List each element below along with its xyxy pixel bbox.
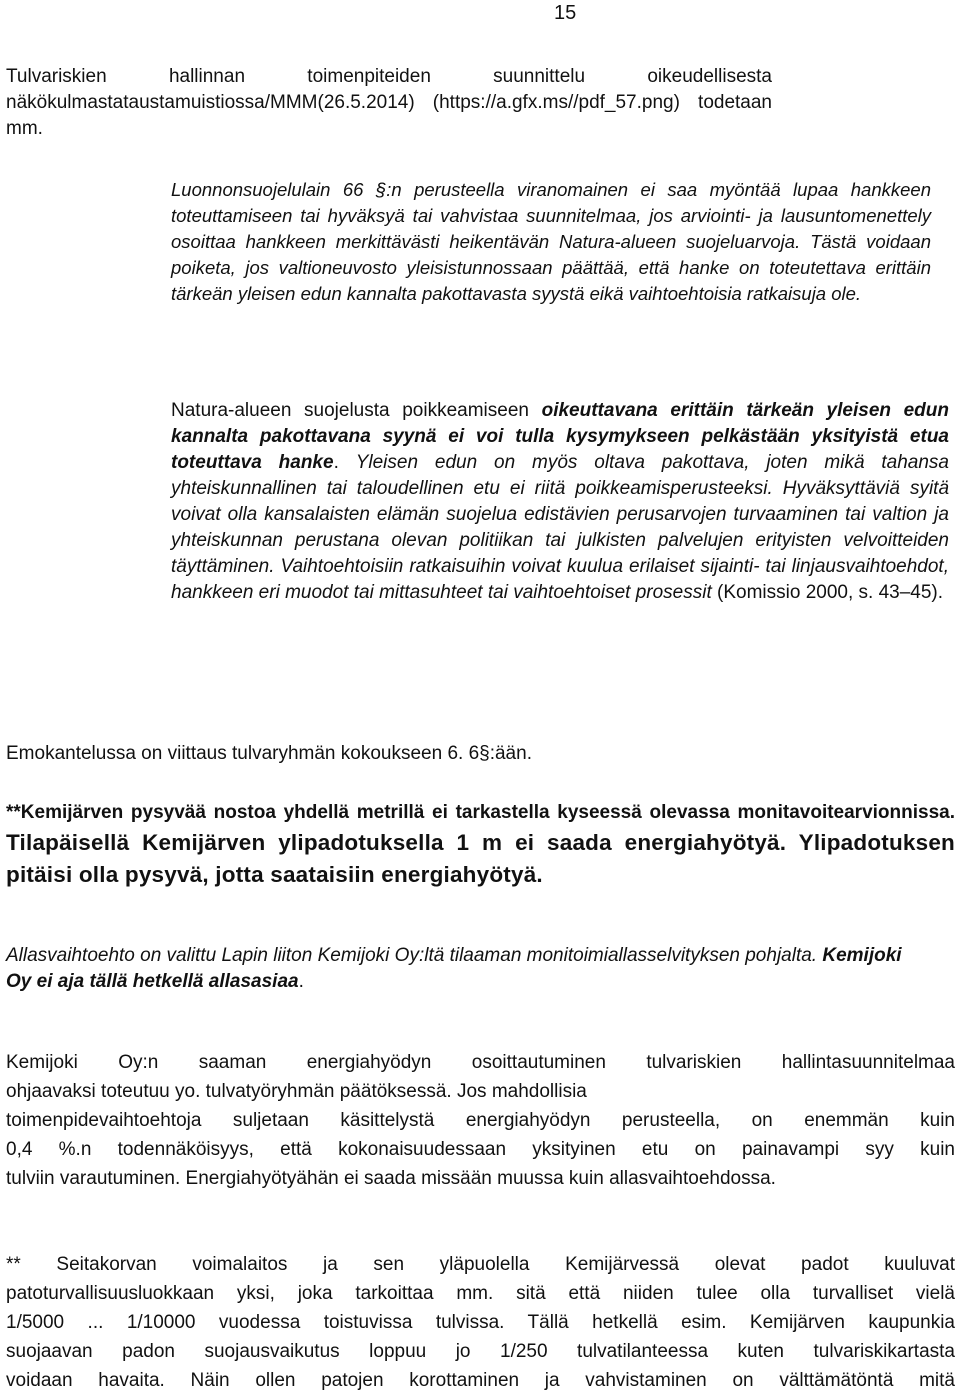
natura-quote-paragraph [171,398,949,606]
allas-paragraph [6,943,906,995]
natura-quote-italic-2: Hyväksyttäviä syitä voivat olla kansalaisten elämän suojelua edistävien perusarvojen turvaaminen tai valtion ja yhteiskunnan perustana olevan politiikan tai julkisten palvelujen erityisten velvoitteiden täyttäminen. Vaihtoehtoisiin ratkaisuihin voivat kuulua erilaiset sijainti- tai linjausvaihtoehdot, hankkeen eri muodot tai mittasuhteet tai vaihtoehtoiset prosessit [171,478,950,603]
natura-quote-italic-1: Yleisen edun on myös oltava pakottava, joten mikä tahansa yhteiskunnallinen tai taloudellinen etu ei riitä poikkeamisperusteeksi. [171,452,949,499]
kemijarvi-bold-note: **Kemijärven pysyvää nostoa yhdellä metrillä ei tarkastella kyseessä olevassa monitavoitearvionnissa. [6,802,955,823]
kemijoki-oy-line: toimenpidevaihtoehtoja suljetaan käsittelystä energiahyödyn perusteella, on enemmän kuin [6,1110,955,1131]
kemijarvi-bold-emphasis: Tilapäisellä Kemijärven ylipadotuksella 1 m ei saada energiahyötyä. Ylipadotuksen pitäisi olla pysyvä, jotta saataisiin energiahyötyä. [6,830,955,887]
kemijoki-oy-paragraph [6,1048,955,1193]
seitakorva-line: patoturvallisuusluokkaan yksi, joka tarkoittaa mm. sitä että niiden tulee olla turvalliset vielä [6,1283,955,1304]
allas-text: Allasvaihtoehto on valittu Lapin liiton Kemijoki Oy:ltä tilaaman monitoimiallasselvityksen pohjalta. [6,945,823,966]
seitakorva-line: suojaavan padon suojausvaikutus loppuu jo 1/250 tulvatilanteessa kuten tulvariskikartasta [6,1341,955,1362]
seitakorva-line: 1/5000 ... 1/10000 vuodessa toistuvissa tulvissa. Tällä hetkellä esim. Kemijärven kaupunkia [6,1312,955,1333]
natura-quote-bold: oikeuttavana erittäin tärkeän yleisen edun kannalta pakottavana syynä ei voi tulla kysymykseen pelkästään yksityistä etua toteuttava hanke [171,400,950,473]
law-quote-part-1: Luonnonsuojelulain 66 §:n perusteella viranomainen ei saa myöntää lupaa hankkeen toteuttamiseen tai hyväksyä tai vahvistaa suunnitelmaa, jos arviointi- ja lausuntomenettely osoittaa hankkeen merkittävästi heikentävän Natura-alueen suojeluarvoja. [171,179,931,252]
kemijoki-oy-line: tulviin varautuminen. Energiahyötyähän ei saada missään muussa kuin allasvaihtoehdossa. [6,1168,776,1189]
kemijoki-oy-line: Kemijoki Oy:n saaman energiahyödyn osoittautuminen tulvariskien hallintasuunnitelmaa [6,1052,955,1073]
seitakorva-line: ** Seitakorvan voimalaitos ja sen yläpuolella Kemijärvessä olevat padot kuuluvat [6,1254,955,1275]
allas-end: . [298,971,304,992]
natura-quote-intro: Natura-alueen suojelusta poikkeamiseen [171,400,542,421]
law-quote-part-2: Tästä voidaan poiketa, jos valtioneuvosto yleisistunnossaan päättää, että hanke on toteutettava erittäin tärkeän yleisen edun kannalta pakottavasta syystä eikä vaihtoehtoisia ratkaisuja ole. [171,231,931,304]
emokantelu-paragraph: Emokantelussa on viittaus tulvaryhmän kokoukseen 6. 6§:ään. [6,743,532,764]
intro-paragraph: Tulvariskien hallinnan toimenpiteiden suunnittelu oikeudellisesta näkökulmastataustamuistiossa/MMM(26.5.2014) (https://a.gfx.ms//pdf_57.png) todetaan [6,66,772,113]
seitakorva-paragraph [6,1250,955,1395]
kemijoki-oy-line: ohjaavaksi toteutuu yo. tulvatyöryhmän päätöksessä. Jos mahdollisia [6,1081,587,1102]
allas-bold: Kemijoki Oy ei aja tällä hetkellä allasasiaa [6,945,902,992]
natura-quote-reference: (Komissio 2000, s. 43–45). [711,582,944,603]
natura-quote-sep: . [333,452,356,473]
seitakorva-line: voidaan havaita. Näin ollen patojen korottaminen ja vahvistaminen on välttämätöntä mitä [6,1370,955,1391]
page-number: 15 [554,2,577,24]
intro-paragraph-end: mm. [6,118,43,139]
kemijoki-oy-line: 0,4 %.n todennäköisyys, että kokonaisuudessaan yksityinen etu on painavampi syy kuin [6,1139,955,1160]
law-quote-paragraph [171,177,931,307]
kemijarvi-paragraph [6,795,955,891]
